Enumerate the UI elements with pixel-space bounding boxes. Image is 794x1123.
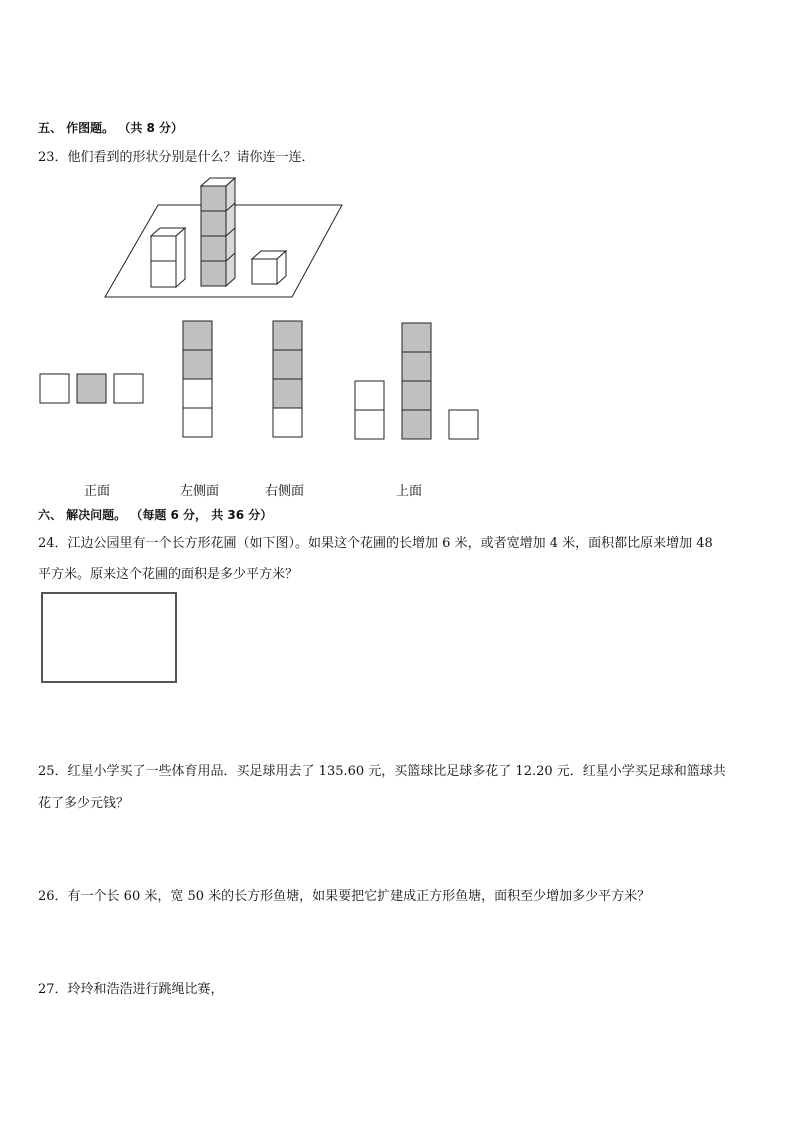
question-27-text: 27．玲玲和浩浩进行跳绳比赛， (38, 982, 224, 997)
right-single-cube (252, 251, 286, 284)
label-right-view: 右侧面 (265, 484, 305, 499)
flowerbed-rectangle (42, 593, 176, 682)
view-option-c (273, 321, 302, 437)
question-24-line-1: 24．江边公园里有一个长方形花圃（如下图）。如果这个花圃的长增加 6 米，或者宽增加 4 米，面积都比原来增加 48 (38, 536, 713, 551)
section-five-title: 五、 作图题。 （共 8 分） (38, 121, 184, 135)
view-option-a (40, 374, 143, 403)
label-left-view: 左侧面 (180, 484, 220, 499)
label-front-view: 正面 (84, 484, 111, 499)
label-top-view: 上面 (396, 484, 423, 499)
view-option-b (183, 321, 212, 437)
platform (105, 205, 342, 297)
question-23-text: 23．他们看到的形状分别是什么？请你连一连． (38, 150, 315, 165)
question-26-text: 26．有一个长 60 米，宽 50 米的长方形鱼塘，如果要把它扩建成正方形鱼塘，面积至少增加多少平方米？ (38, 889, 651, 904)
question-24-line-2: 平方米。原来这个花圃的面积是多少平方米？ (38, 567, 299, 582)
question-25-line-1: 25．红星小学买了一些体育用品．买足球用去了 135.60 元，买篮球比足球多花了 12.20 元．红星小学买足球和篮球共 (38, 764, 726, 779)
question-25-line-2: 花了多少元钱？ (38, 796, 130, 811)
left-stack (151, 228, 185, 287)
middle-stack (201, 178, 235, 286)
view-option-d (355, 323, 478, 439)
section-six-title: 六、 解决问题。 （每题 6 分， 共 36 分） (38, 508, 273, 522)
